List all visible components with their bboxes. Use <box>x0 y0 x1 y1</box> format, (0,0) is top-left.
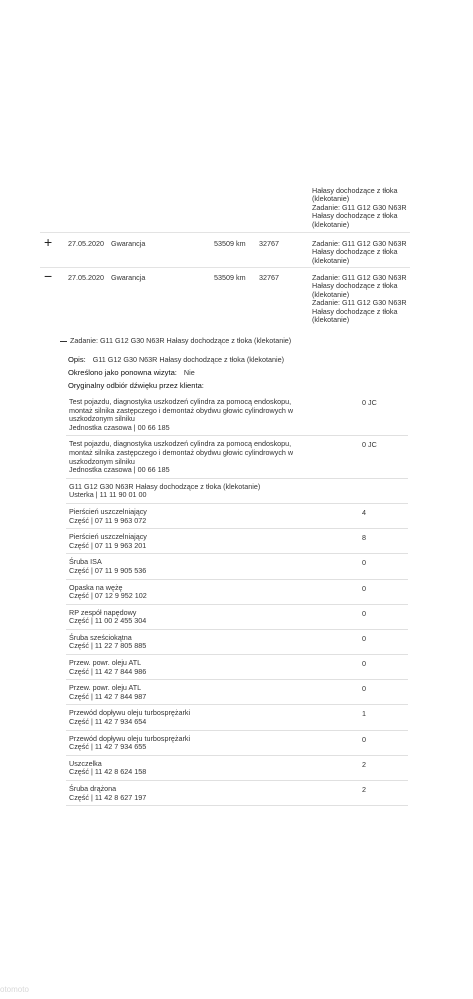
item-qty: 0 JC <box>362 398 377 407</box>
item-line: uszkodzonym silniku <box>69 456 135 466</box>
desc-line: (klekotanie) <box>312 315 350 325</box>
list-item <box>66 479 408 504</box>
list-item <box>66 756 408 781</box>
desc-line: Hałasy dochodzące z tłoka <box>312 247 398 257</box>
desc-line: (klekotanie) <box>312 194 350 204</box>
item-line: G11 G12 G30 N63R Hałasy dochodzące z tłoka (klekotanie) <box>69 481 261 491</box>
item-qty: 0 <box>362 633 366 643</box>
list-item <box>66 394 408 436</box>
opis-value: G11 G12 G30 N63R Hałasy dochodzące z tłoka (klekotanie) <box>92 355 284 364</box>
collapse-minus-icon[interactable] <box>60 341 67 342</box>
desc-line: Hałasy dochodzące z tłoka <box>312 281 398 291</box>
desc-line: Hałasy dochodzące z tłoka <box>312 306 398 316</box>
item-line: Część | 11 42 7 934 654 <box>69 717 147 727</box>
list-item <box>66 781 408 806</box>
desc-line: Zadanie: G11 G12 G30 N63R <box>312 273 407 282</box>
item-qty: 0 <box>362 558 366 568</box>
list-item <box>66 529 408 554</box>
divider <box>40 267 410 268</box>
history-number: 32767 <box>259 239 279 248</box>
list-item <box>66 705 408 730</box>
item-line: Opaska na wężę <box>69 582 123 592</box>
list-item <box>66 655 408 680</box>
item-line: Śruba ISA <box>69 557 102 567</box>
item-qty: 0 <box>362 583 366 593</box>
desc-line: Zadanie: G11 G12 G30 N63R <box>312 298 407 308</box>
items-list <box>66 394 408 806</box>
list-item <box>66 680 408 705</box>
item-line: RP zespół napędowy <box>69 607 137 617</box>
item-line: Część | 07 11 9 963 072 <box>69 515 147 525</box>
repeat-value: Nie <box>183 368 195 377</box>
item-line: uszkodzonym silniku <box>69 414 135 424</box>
list-item <box>66 731 408 756</box>
repeat-label: Określono jako ponowna wizyta: <box>68 368 177 377</box>
history-date: 27.05.2020 <box>68 239 104 248</box>
item-line: Część | 11 42 8 627 197 <box>69 792 147 802</box>
task-heading[interactable] <box>60 336 291 345</box>
item-qty: 0 <box>362 659 366 669</box>
item-line: Śruba drążona <box>69 784 117 793</box>
list-item <box>66 554 408 579</box>
expand-plus-icon[interactable]: + <box>44 234 53 250</box>
item-line: Część | 11 42 8 624 158 <box>69 767 147 777</box>
watermark: otomoto <box>0 985 29 994</box>
divider <box>40 232 410 233</box>
item-line: montaż silnika zastępczego i demontaż obydwu głowic cylindrowych w <box>69 405 294 415</box>
history-number: 32767 <box>259 273 279 282</box>
list-item <box>66 605 408 630</box>
item-qty: 8 <box>362 533 366 543</box>
item-line: Test pojazdu, diagnostyka uszkodzeń cylindra za pomocą endoskopu, <box>69 439 292 449</box>
item-qty: 0 JC <box>362 440 377 450</box>
list-item <box>66 504 408 529</box>
item-line: Część | 11 00 2 455 304 <box>69 616 147 626</box>
history-desc-top <box>312 187 462 229</box>
item-line: Śruba sześciokątna <box>69 632 132 642</box>
desc-line: Zadanie: G11 G12 G30 N63R <box>312 202 407 212</box>
item-line: Część | 07 12 9 952 102 <box>69 591 147 601</box>
item-line: Usterka | 11 11 90 01 00 <box>69 490 147 500</box>
item-line: Część | 11 42 7 934 655 <box>69 742 147 752</box>
item-qty: 0 <box>362 684 366 694</box>
item-line: Jednostka czasowa | 00 66 185 <box>69 465 170 475</box>
history-desc <box>312 274 462 324</box>
desc-line: (klekotanie) <box>312 219 350 229</box>
item-qty: 4 <box>362 507 366 517</box>
item-line: Przewód dopływu oleju turbosprężarki <box>69 708 191 718</box>
task-opis <box>68 355 284 364</box>
history-date: 27.05.2020 <box>68 273 104 282</box>
history-type: Gwarancja <box>111 273 146 282</box>
item-line: Część | 11 22 7 805 885 <box>69 641 147 651</box>
desc-line: (klekotanie) <box>312 289 350 299</box>
item-line: Przew. powr. oleju ATL <box>69 658 142 668</box>
item-line: Przewód dopływu oleju turbosprężarki <box>69 733 191 743</box>
item-qty: 0 <box>362 608 366 618</box>
item-line: Pierścień uszczelniający <box>69 532 147 542</box>
desc-line: Hałasy dochodzące z tłoka <box>312 186 398 195</box>
desc-line: Zadanie: G11 G12 G30 N63R <box>312 239 407 248</box>
history-desc <box>312 240 462 265</box>
list-item <box>66 580 408 605</box>
item-qty: 0 <box>362 734 366 744</box>
history-km: 53509 km <box>214 273 246 282</box>
desc-line: Hałasy dochodzące z tłoka <box>312 211 398 221</box>
item-line: Część | 11 42 7 844 987 <box>69 691 147 701</box>
sound-label: Oryginalny odbiór dźwięku przez klienta: <box>68 381 204 390</box>
item-line: Przew. powr. oleju ATL <box>69 683 142 693</box>
history-type: Gwarancja <box>111 239 146 248</box>
item-line: Pierścień uszczelniający <box>69 506 147 516</box>
opis-label: Opis: <box>68 355 86 364</box>
item-qty: 2 <box>362 785 366 794</box>
item-line: Jednostka czasowa | 00 66 185 <box>69 422 170 432</box>
item-line: Część | 11 42 7 844 986 <box>69 666 147 676</box>
collapse-minus-icon[interactable]: − <box>44 268 53 284</box>
list-item <box>66 436 408 478</box>
item-line: montaż silnika zastępczego i demontaż obydwu głowic cylindrowych w <box>69 447 294 457</box>
task-heading-text: Zadanie: G11 G12 G30 N63R Hałasy dochodzące z tłoka (klekotanie) <box>70 336 292 345</box>
item-line: Część | 07 11 9 963 201 <box>69 540 147 550</box>
item-qty: 2 <box>362 759 366 769</box>
desc-line: (klekotanie) <box>312 255 350 265</box>
item-line: Uszczelka <box>69 758 102 768</box>
task-repeat <box>68 368 195 377</box>
history-km: 53509 km <box>214 239 246 248</box>
item-line: Test pojazdu, diagnostyka uszkodzeń cylindra za pomocą endoskopu, <box>69 397 292 406</box>
item-line: Część | 07 11 9 905 536 <box>69 565 147 575</box>
item-qty: 1 <box>362 709 366 719</box>
list-item <box>66 630 408 655</box>
